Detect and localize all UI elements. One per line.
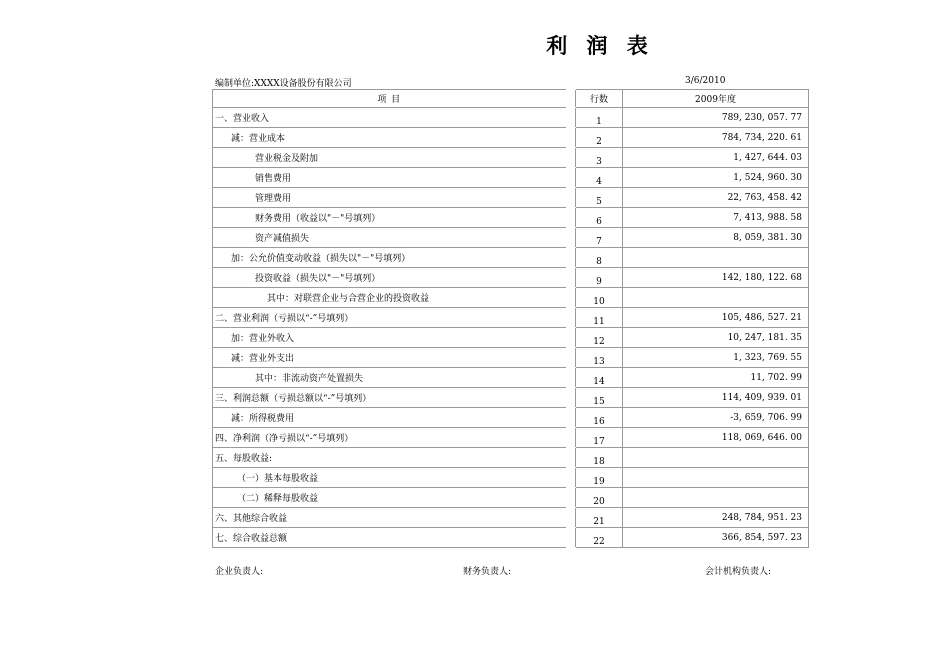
row-line-number: 22 [576, 528, 623, 548]
row-label: 七、综合收益总额 [213, 528, 566, 548]
row-value: 105, 486, 527. 21 [623, 308, 809, 328]
table-row [213, 408, 809, 428]
column-header-line: 行数 [576, 90, 623, 108]
column-header-item: 项 目 [213, 90, 566, 108]
table-row [213, 508, 809, 528]
row-value: 114, 409, 939. 01 [623, 388, 809, 408]
row-line-number: 10 [576, 288, 623, 308]
row-value [623, 288, 809, 308]
row-value: 1, 427, 644. 03 [623, 148, 809, 168]
row-line-number: 11 [576, 308, 623, 328]
row-line-number: 3 [576, 148, 623, 168]
row-label: 资产减值损失 [213, 228, 566, 248]
table-row [213, 228, 809, 248]
report-date: 3/6/2010 [685, 76, 726, 86]
table-row [213, 388, 809, 408]
accounting-head-label: 会计机构负责人: [705, 567, 772, 577]
table-row [213, 248, 809, 268]
row-line-number: 2 [576, 128, 623, 148]
row-line-number: 8 [576, 248, 623, 268]
row-label: 营业税金及附加 [213, 148, 566, 168]
row-label: 其中：非流动资产处置损失 [213, 368, 566, 388]
row-label: （二）稀释每股收益 [213, 488, 566, 508]
row-value: 118, 069, 646. 00 [623, 428, 809, 448]
row-line-number: 19 [576, 468, 623, 488]
row-label: 一、营业收入 [213, 108, 566, 128]
table-row [213, 448, 809, 468]
row-line-number: 5 [576, 188, 623, 208]
column-header-value: 2009年度 [623, 90, 809, 108]
report-meta [215, 76, 798, 90]
table-row [213, 208, 809, 228]
row-line-number: 9 [576, 268, 623, 288]
row-label: 四、净利润（净亏损以“-”号填列） [213, 428, 566, 448]
row-line-number: 13 [576, 348, 623, 368]
row-line-number: 17 [576, 428, 623, 448]
table-row [213, 428, 809, 448]
row-value: 8, 059, 381. 30 [623, 228, 809, 248]
table-row [213, 348, 809, 368]
legal-representative-label: 企业负责人: [215, 567, 264, 577]
row-value [623, 468, 809, 488]
row-value: 1, 323, 769. 55 [623, 348, 809, 368]
row-label: 减：营业成本 [213, 128, 566, 148]
table-row [213, 188, 809, 208]
table-row [213, 468, 809, 488]
row-value: 1, 524, 960. 30 [623, 168, 809, 188]
row-label: 三、利润总额（亏损总额以“-”号填列） [213, 388, 566, 408]
row-value: -3, 659, 706. 99 [623, 408, 809, 428]
row-label: 二、营业利润（亏损以“-”号填列） [213, 308, 566, 328]
row-label: 五、每股收益: [213, 448, 566, 468]
row-line-number: 1 [576, 108, 623, 128]
row-label: 加：营业外收入 [213, 328, 566, 348]
row-label: 减：所得税费用 [213, 408, 566, 428]
table-row [213, 268, 809, 288]
signature-line [215, 564, 800, 578]
row-value: 7, 413, 988. 58 [623, 208, 809, 228]
row-line-number: 14 [576, 368, 623, 388]
row-line-number: 18 [576, 448, 623, 468]
preparing-entity: 编制单位:XXXX设备股份有限公司 [215, 79, 352, 89]
table-row [213, 288, 809, 308]
row-value [623, 448, 809, 468]
row-value: 248, 784, 951. 23 [623, 508, 809, 528]
row-value: 366, 854, 597. 23 [623, 528, 809, 548]
table-row [213, 308, 809, 328]
table-row [213, 528, 809, 548]
row-line-number: 16 [576, 408, 623, 428]
row-label: 加：公允价值变动收益（损失以"－"号填列） [213, 248, 566, 268]
row-label: 其中：对联营企业与合营企业的投资收益 [213, 288, 566, 308]
finance-head-label: 财务负责人: [463, 567, 512, 577]
table-row [213, 148, 809, 168]
table-header-row [213, 90, 809, 108]
row-label: 销售费用 [213, 168, 566, 188]
table-row [213, 368, 809, 388]
row-line-number: 12 [576, 328, 623, 348]
income-statement-table [212, 89, 809, 548]
row-line-number: 6 [576, 208, 623, 228]
row-value: 142, 180, 122. 68 [623, 268, 809, 288]
row-label: 减：营业外支出 [213, 348, 566, 368]
row-label: 管理费用 [213, 188, 566, 208]
row-value: 10, 247, 181. 35 [623, 328, 809, 348]
row-line-number: 4 [576, 168, 623, 188]
table-row [213, 108, 809, 128]
table-row [213, 168, 809, 188]
row-value [623, 248, 809, 268]
row-value [623, 488, 809, 508]
row-line-number: 7 [576, 228, 623, 248]
row-value: 22, 763, 458. 42 [623, 188, 809, 208]
row-line-number: 15 [576, 388, 623, 408]
report-title: 利 润 表 [546, 34, 654, 58]
row-line-number: 21 [576, 508, 623, 528]
row-line-number: 20 [576, 488, 623, 508]
table-row [213, 128, 809, 148]
row-value: 784, 734, 220. 61 [623, 128, 809, 148]
row-label: 财务费用（收益以"－"号填列） [213, 208, 566, 228]
table-row [213, 488, 809, 508]
row-value: 789, 230, 057. 77 [623, 108, 809, 128]
row-label: （一）基本每股收益 [213, 468, 566, 488]
row-label: 六、其他综合收益 [213, 508, 566, 528]
table-row [213, 328, 809, 348]
row-label: 投资收益（损失以"－"号填列） [213, 268, 566, 288]
row-value: 11, 702. 99 [623, 368, 809, 388]
